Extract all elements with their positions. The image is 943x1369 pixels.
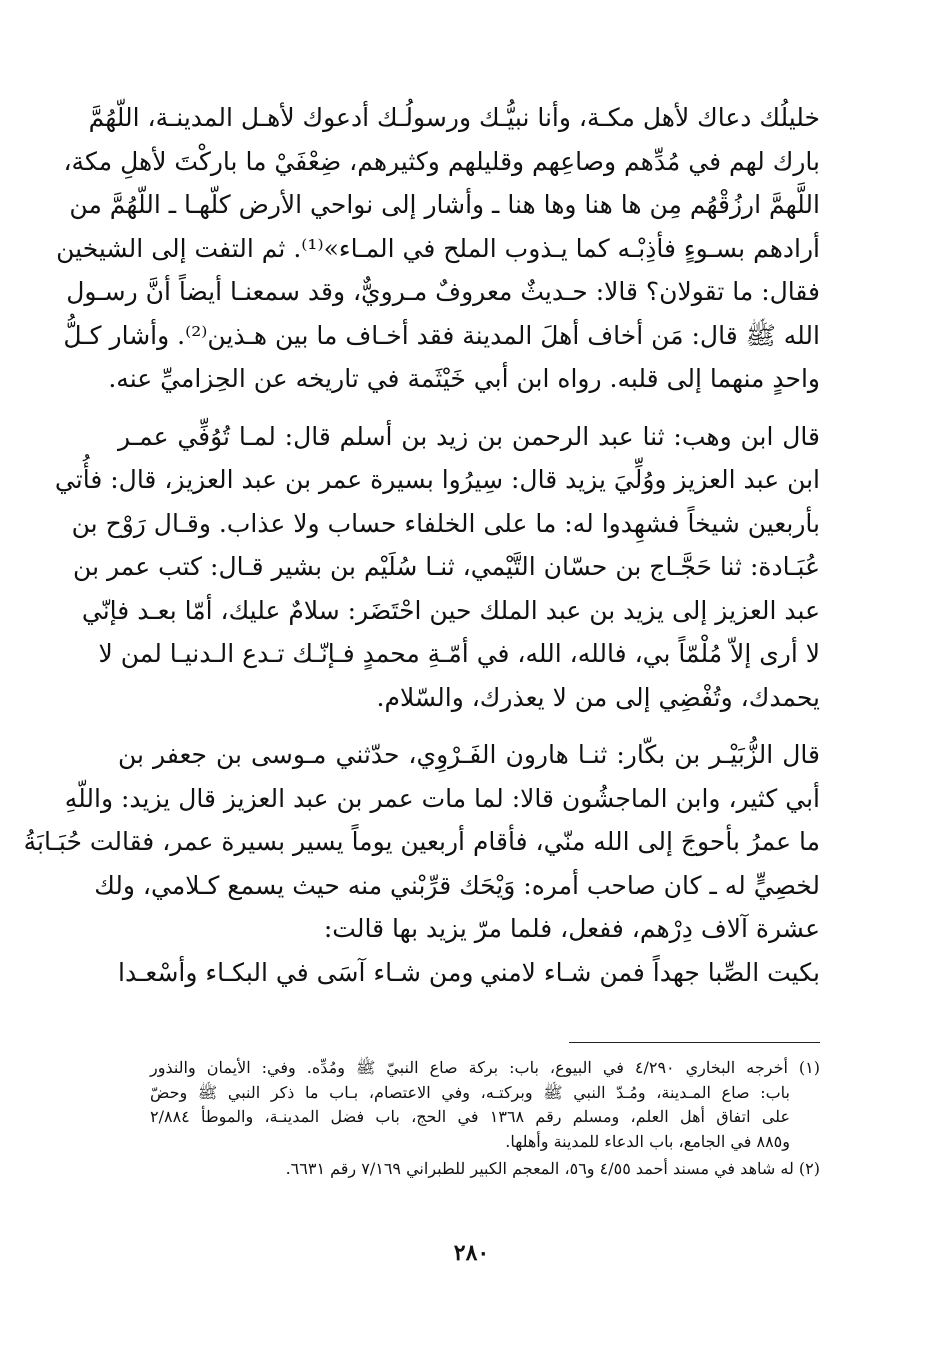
- text-line: بارك لهم في مُدِّهم وصاعِهم وقليلهم وكثيرهم، ضِعْفَيْ ما باركْتَ لأهلِ مكة،: [63, 146, 820, 176]
- text-line: عبد العزيز إلى يزيد بن عبد الملك حين احْتَضَر: سلامٌ عليك، أمّا بعـد فإنّي: [81, 595, 820, 625]
- footnote-line: باب: صاع المـدينة، ومُـدّ النبي ﷺ وبركتـه، وفي الاعتصام، بـاب ما ذكر النبي ﷺ وحضّ: [150, 1082, 790, 1102]
- text-line: عُبَـادة: ثنا حَجَّـاج بن حسّان التَّيْمي، ثنـا سُلَيْم بن بشير قـال: كتب عمر بن: [73, 552, 820, 581]
- verse-left-hemistich: ومن شـاء آسَى في البكـاء وأسْعـدا: [118, 957, 474, 987]
- text-line: واحدٍ منهما إلى قلبه. رواه ابن أبي خَيْثَمة في تاريخه عن الحِزاميِّ عنه.: [108, 364, 820, 393]
- text-line: قال الزُّبَيْـر بن بكّار: ثنـا هارون الفَـرْوِي، حدّثني مـوسى بن جعفر بن: [118, 740, 820, 769]
- text-line: ما عمرُ بأحوجَ إلى الله منّي، فأقام أربعين يوماً يسير بسيرة عمر، فقالت حُبَـابَةُ: [23, 827, 820, 856]
- footnotes: [150, 1056, 820, 1182]
- text-line: أرادهم بسـوءٍ فأذِبْـه كما يـذوب الملح في المـاء»⁽¹⁾. ثم التفت إلى الشيخين: [56, 233, 820, 263]
- verse-right-hemistich: بكيت الصِّبا جهداً فمن شـاء لامني: [479, 957, 820, 987]
- footnote-line: و٨٨٥ في الجامع، باب الدعاء للمدينة وأهلها.: [505, 1131, 790, 1151]
- text-line: اللَّهمَّ ارزُقْهُم مِن ها هنا وها هنا ـ وأشار إلى نواحي الأرض كلّهـا ـ اللّهُمَّ من: [69, 190, 820, 219]
- paragraph-2: [54, 415, 820, 720]
- text-line: أبي كثير، وابن الماجشُون قالا: لما مات عمر بن عبد العزيز قال يزيد: واللّهِ: [64, 783, 820, 813]
- footnote-line: على اتفاق أهل العلم، ومسلم رقم ١٣٦٨ في الحج، باب فضل المدينـة، والموطأ ٢/٨٨٤: [150, 1107, 790, 1126]
- footnote-separator: [569, 1042, 820, 1043]
- footnote-1: [150, 1056, 820, 1154]
- text-line: الله ﷺ قال: مَن أخاف أهلَ المدينة فقد أخـاف ما بين هـذين⁽²⁾. وأشار كـلُّ: [63, 320, 820, 350]
- text-line: ابن عبد العزيز ووُلِّيَ يزيد قال: سِيرُوا بسيرة عمر بن عبد العزيز، قال: فأُتي: [54, 465, 820, 494]
- poetry-verse: [118, 951, 820, 995]
- paragraph-1: [56, 96, 820, 401]
- text-line: بأربعين شيخاً فشهِدوا له: ما على الخلفاء حساب ولا عذاب. وقـال رَوْح بن: [71, 508, 820, 538]
- text-line: خليلُك دعاك لأهل مكـة، وأنا نبيُّـك ورسولُـك أدعوك لأهـل المدينـة، اللّهُمَّ: [88, 103, 820, 132]
- page-number: ٢٨٠: [453, 1240, 490, 1266]
- text-line: لا أرى إلاّ مُلْمّاً بي، فالله، الله، في أمّـةِ محمدٍ فـإنّـك تـدع الـدنيـا لمن لا: [98, 639, 820, 668]
- text-line: قال ابن وهب: ثنا عبد الرحمن بن زيد بن أسلم قال: لمـا تُوُفِّي عمـر: [118, 421, 820, 451]
- main-text: [23, 96, 820, 994]
- text-line: فقال: ما تقولان؟ قالا: حـديثٌ معروفٌ مـرويٌّ، وقد سمعنـا أيضاً أنَّ رسـول: [66, 277, 820, 306]
- text-line: لخصِيٍّ له ـ كان صاحب أمره: وَيْحَك قرِّبْني منه حيث يسمع كـلامي، ولك: [94, 870, 820, 900]
- text-line: عشرة آلاف دِرْهم، ففعل، فلما مرّ يزيد بها قالت:: [323, 914, 820, 943]
- footnote-2: (٢) له شاهد في مسند أحمد ٤/٥٥ و٥٦، المعجم الكبير للطبراني ٧/١٦٩ رقم ٦٦٣١.: [285, 1159, 820, 1178]
- paragraph-3: [23, 733, 820, 951]
- footnote-line: (١) أخرجه البخاري ٤/٢٩٠ في البيوع، باب: بركة صاع النبيّ ﷺ ومُدِّه. وفي: الأيمان والنذور: [150, 1058, 820, 1077]
- text-line: يحمدك، وتُفْضِي إلى من لا يعذرك، والسّلام.: [376, 682, 820, 712]
